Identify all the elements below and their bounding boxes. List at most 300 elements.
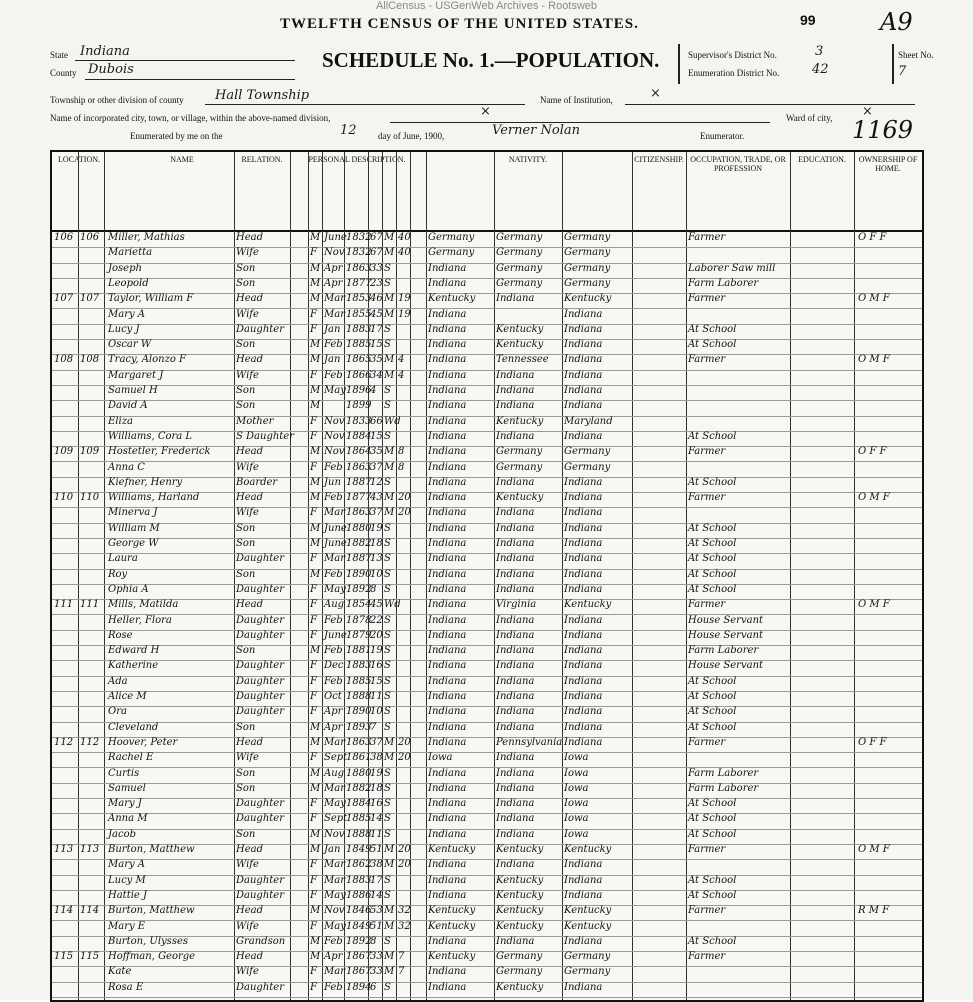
cell-yrs <box>398 829 410 844</box>
cell-rel: Daughter <box>236 706 284 718</box>
cell-age: 14 <box>370 889 383 901</box>
cell-mb: Indiana <box>564 935 603 947</box>
cell-name: Edward H <box>108 645 160 657</box>
cell-mo: Jun <box>324 476 341 488</box>
cell-dw <box>54 783 78 798</box>
cell-mo: Feb <box>324 645 343 657</box>
cell-occ: Farmer <box>688 354 726 366</box>
cell-occ: At School <box>688 706 737 718</box>
table-row <box>52 615 922 631</box>
cell-yrs: 19 <box>398 293 411 305</box>
cell-fam <box>80 324 104 339</box>
cell-name: David A <box>108 400 148 412</box>
cell-fb <box>496 309 562 324</box>
cell-own <box>858 768 920 783</box>
cell-rel: Son <box>236 828 256 840</box>
cell-yrs <box>398 324 410 339</box>
schedule-title: SCHEDULE No. 1.—POPULATION. <box>322 48 660 72</box>
cell-age: 18 <box>370 782 383 794</box>
cell-fb: Germany <box>496 966 543 978</box>
cell-name: Taylor, William F <box>108 293 194 305</box>
cell-occ: At School <box>688 538 737 549</box>
cell-yr: 1832 <box>346 247 372 259</box>
ward-value: × <box>862 104 873 119</box>
enumerated-label: Enumerated by me on the <box>130 131 223 141</box>
cell-sex: F <box>310 614 317 626</box>
cell-age: 22 <box>370 614 383 626</box>
cell-fam <box>80 982 104 997</box>
cell-dw <box>54 982 78 997</box>
cell-mb: Indiana <box>564 859 603 871</box>
cell-fam: 108 <box>80 354 100 366</box>
cell-yrs <box>398 569 410 584</box>
cell-yrs <box>398 676 410 691</box>
cell-yrs <box>398 599 410 614</box>
cell-yrs <box>398 615 410 630</box>
cell-fam <box>80 936 104 951</box>
cell-ms: S <box>384 553 391 565</box>
table-row <box>52 982 922 998</box>
cell-yr: 1892 <box>346 583 372 595</box>
cell-ms: Wd <box>384 415 401 427</box>
table-row <box>52 783 922 799</box>
cell-fam <box>80 263 104 278</box>
cell-fb: Indiana <box>496 935 535 947</box>
cell-occ: Farmer <box>688 951 726 963</box>
cell-name: Alice M <box>108 691 147 702</box>
cell-own: O F F <box>858 232 887 243</box>
cell-fb: Indiana <box>496 583 535 595</box>
cell-sex: F <box>310 415 317 427</box>
cell-sex: M <box>310 736 321 748</box>
cell-own <box>858 936 920 951</box>
cell-sex: M <box>310 905 321 917</box>
cell-rel: Daughter <box>236 981 284 993</box>
cell-occ <box>688 982 790 997</box>
table-row <box>52 829 922 845</box>
cell-name: Lucy J <box>108 323 140 335</box>
table-row <box>52 722 922 738</box>
cell-name: Oscar W <box>108 339 152 351</box>
county-value: Dubois <box>88 62 134 77</box>
cell-age: 19 <box>370 522 383 534</box>
cell-mo: Nov <box>324 828 345 840</box>
cell-occ <box>688 966 790 981</box>
cell-sex: F <box>310 752 317 764</box>
cell-yr: 1883 <box>346 874 372 886</box>
cell-ms: M <box>384 859 395 871</box>
cell-name: Kiefner, Henry <box>108 476 183 488</box>
cell-sex: M <box>310 476 321 488</box>
cell-yr: 1882 <box>346 782 372 794</box>
cell-ms: M <box>384 966 395 978</box>
cell-occ: At School <box>688 874 737 886</box>
cell-ms: M <box>384 247 395 259</box>
table-row <box>52 645 922 661</box>
cell-occ: Farm Laborer <box>688 645 759 657</box>
cell-own <box>858 538 920 553</box>
table-row <box>52 400 922 416</box>
cell-age: 15 <box>370 430 383 442</box>
enumeration-district-label: Enumeration District No. <box>688 68 780 78</box>
cell-yrs: 20 <box>398 844 411 855</box>
cell-mo: Feb <box>324 339 343 351</box>
cell-mo: Apr <box>324 262 343 274</box>
cell-age: 35 <box>370 446 383 458</box>
cell-pb: Indiana <box>428 262 467 274</box>
cell-mb: Indiana <box>564 660 603 672</box>
cell-mb: Indiana <box>564 369 603 381</box>
cell-fam <box>80 247 104 262</box>
cell-dw <box>54 431 78 446</box>
cell-mb: Indiana <box>564 354 603 366</box>
cell-rel: Head <box>236 446 264 458</box>
cell-yrs <box>398 431 410 446</box>
cell-sex: F <box>310 966 317 978</box>
cell-sex: F <box>310 553 317 565</box>
cell-fam <box>80 553 104 568</box>
cell-fam <box>80 859 104 874</box>
cell-fam <box>80 645 104 660</box>
cell-fam: 109 <box>80 446 100 458</box>
cell-name: Burton, Matthew <box>108 844 195 855</box>
cell-age: 35 <box>370 354 383 366</box>
cell-occ: At School <box>688 675 737 687</box>
cell-mb: Germany <box>564 262 611 274</box>
cell-mo: June <box>324 522 347 534</box>
cell-own <box>858 309 920 324</box>
cell-rel: Son <box>236 767 256 779</box>
cell-pb: Indiana <box>428 614 467 626</box>
cell-pb: Indiana <box>428 782 467 794</box>
cell-own <box>858 890 920 905</box>
cell-yrs: 32 <box>398 905 411 917</box>
cell-yr: 1884 <box>346 798 372 810</box>
cell-age: 11 <box>370 691 383 702</box>
cell-yrs: 32 <box>398 920 411 932</box>
cell-mo: Mar <box>324 736 345 748</box>
cell-sex: F <box>310 507 317 519</box>
cell-pb: Kentucky <box>428 951 476 963</box>
cell-mo: June <box>324 232 347 243</box>
cell-dw <box>54 813 78 828</box>
cell-ms: S <box>384 339 391 351</box>
cell-yrs <box>398 416 410 431</box>
cell-own <box>858 951 920 966</box>
cell-sex: F <box>310 798 317 810</box>
cell-name: Mary J <box>108 798 142 810</box>
cell-age: 18 <box>370 538 383 549</box>
cell-yrs <box>398 339 410 354</box>
cell-name: Mary A <box>108 859 146 871</box>
table-row <box>52 936 922 952</box>
cell-own <box>858 783 920 798</box>
cell-yrs <box>398 691 410 706</box>
cell-yrs <box>398 630 410 645</box>
cell-yrs <box>398 263 410 278</box>
cell-mo: Mar <box>324 553 345 565</box>
supervisor-district-label: Supervisor's District No. <box>688 50 777 60</box>
cell-yr: 1885 <box>346 339 372 351</box>
cell-own <box>858 477 920 492</box>
cell-fb: Indiana <box>496 553 535 565</box>
cell-mb: Indiana <box>564 675 603 687</box>
cell-mb: Kentucky <box>564 599 612 611</box>
cell-fb: Indiana <box>496 721 535 733</box>
cell-mb: Indiana <box>564 583 603 595</box>
cell-age: 6 <box>370 981 377 993</box>
cell-own <box>858 645 920 660</box>
sheet-label: Sheet No. <box>898 50 934 60</box>
cell-own <box>858 339 920 354</box>
cell-pb: Indiana <box>428 430 467 442</box>
cell-mo: Feb <box>324 369 343 381</box>
cell-yr: 1890 <box>346 706 372 718</box>
cell-mo: Nov <box>324 430 345 442</box>
cell-mo: Feb <box>324 568 343 580</box>
cell-name: Hostetler, Frederick <box>108 446 211 458</box>
cell-yrs: 7 <box>398 966 405 978</box>
cell-age: 45 <box>370 599 383 611</box>
header-nativity: NATIVITY. <box>508 155 548 164</box>
cell-ms: M <box>384 293 395 305</box>
table-row <box>52 875 922 891</box>
cell-ms: S <box>384 262 391 274</box>
cell-sex: M <box>310 721 321 733</box>
cell-own <box>858 676 920 691</box>
cell-occ: At School <box>688 339 737 351</box>
cell-own <box>858 431 920 446</box>
cell-pb: Iowa <box>428 752 453 764</box>
cell-fam <box>80 875 104 890</box>
cell-rel: Daughter <box>236 675 284 687</box>
table-row <box>52 247 922 263</box>
cell-pb: Indiana <box>428 599 467 611</box>
cell-yr: 1849 <box>346 920 372 932</box>
cell-rel: Mother <box>236 415 274 427</box>
cell-own <box>858 569 920 584</box>
cell-yrs <box>398 783 410 798</box>
cell-ms: M <box>384 232 395 243</box>
institution-label: Name of Institution, <box>540 95 613 105</box>
cell-mo: Mar <box>324 966 345 978</box>
cell-occ <box>688 247 790 262</box>
cell-yr: 1880 <box>346 767 372 779</box>
cell-pb: Indiana <box>428 476 467 488</box>
cell-mo: Feb <box>324 614 343 626</box>
cell-fam: 114 <box>80 905 100 917</box>
cell-own <box>858 400 920 415</box>
cell-yr: 1886 <box>346 889 372 901</box>
cell-occ <box>688 462 790 477</box>
cell-name: Tracy, Alonzo F <box>108 354 186 366</box>
cell-own <box>858 584 920 599</box>
cell-ms: S <box>384 277 391 289</box>
cell-mb: Iowa <box>564 813 589 825</box>
cell-name: Heller, Flora <box>108 614 172 626</box>
cell-yr: 1894 <box>346 981 372 993</box>
enumeration-district-value: 42 <box>812 62 829 77</box>
cell-fam <box>80 523 104 538</box>
cell-occ: Farmer <box>688 844 726 855</box>
cell-mb: Indiana <box>564 874 603 886</box>
cell-dw <box>54 569 78 584</box>
cell-fam <box>80 722 104 737</box>
cell-fb: Germany <box>496 247 543 259</box>
cell-mb: Iowa <box>564 767 589 779</box>
cell-yrs: 4 <box>398 369 405 381</box>
table-row <box>52 844 922 860</box>
cell-own <box>858 462 920 477</box>
cell-ms: M <box>384 461 395 473</box>
cell-pb: Indiana <box>428 736 467 748</box>
cell-fam <box>80 691 104 706</box>
cell-rel: Head <box>236 492 264 504</box>
cell-rel: Head <box>236 951 264 963</box>
cell-age: 15 <box>370 339 383 351</box>
cell-mo: Oct <box>324 691 342 702</box>
cell-sex: F <box>310 660 317 672</box>
cell-dw: 114 <box>54 905 74 917</box>
cell-dw <box>54 645 78 660</box>
cell-rel: Son <box>236 262 256 274</box>
cell-dw <box>54 400 78 415</box>
cell-fam <box>80 676 104 691</box>
enumerator-label: Enumerator. <box>700 131 745 141</box>
cell-yr: 1882 <box>346 538 372 549</box>
cell-rel: Daughter <box>236 614 284 626</box>
cell-pb: Indiana <box>428 538 467 549</box>
cell-rel: Son <box>236 568 256 580</box>
table-row <box>52 553 922 569</box>
cell-yr: 1861 <box>346 752 372 764</box>
cell-fam <box>80 584 104 599</box>
cell-yrs <box>398 768 410 783</box>
cell-mb: Indiana <box>564 308 603 320</box>
cell-own: O M F <box>858 492 890 504</box>
cell-rel: Wife <box>236 920 259 932</box>
cell-name: Curtis <box>108 767 140 779</box>
cell-yrs <box>398 584 410 599</box>
cell-mo: Sept <box>324 752 348 764</box>
table-row <box>52 706 922 722</box>
cell-fb: Indiana <box>496 507 535 519</box>
cell-fb: Kentucky <box>496 874 544 886</box>
cell-sex: M <box>310 262 321 274</box>
cell-rel: Head <box>236 736 264 748</box>
cell-age: 37 <box>370 736 383 748</box>
cell-rel: Boarder <box>236 476 278 488</box>
cell-ms: S <box>384 874 391 886</box>
cell-age: 53 <box>370 905 383 917</box>
cell-dw: 113 <box>54 844 74 855</box>
cell-pb: Indiana <box>428 339 467 351</box>
cell-name: Roy <box>108 568 128 580</box>
cell-mo: May <box>324 798 346 810</box>
table-row <box>52 507 922 523</box>
cell-own <box>858 706 920 721</box>
cell-fb: Germany <box>496 461 543 473</box>
cell-yrs <box>398 523 410 538</box>
cell-own <box>858 798 920 813</box>
cell-mb: Indiana <box>564 538 603 549</box>
cell-mb: Indiana <box>564 430 603 442</box>
cell-name: Ada <box>108 675 128 687</box>
cell-own <box>858 966 920 981</box>
cell-age: 15 <box>370 675 383 687</box>
cell-fam <box>80 798 104 813</box>
table-row <box>52 385 922 401</box>
cell-mo: Mar <box>324 308 345 320</box>
cell-fb: Germany <box>496 262 543 274</box>
cell-occ: Farmer <box>688 905 726 917</box>
cell-occ: At School <box>688 583 737 595</box>
cell-pb: Indiana <box>428 354 467 366</box>
cell-own <box>858 615 920 630</box>
cell-yrs: 20 <box>398 859 411 871</box>
cell-mb: Kentucky <box>564 293 612 305</box>
cell-yr: 1863 <box>346 461 372 473</box>
cell-fam: 110 <box>80 492 100 504</box>
cell-fb: Kentucky <box>496 889 544 901</box>
cell-rel: Head <box>236 844 264 855</box>
cell-mb: Indiana <box>564 736 603 748</box>
cell-age: 13 <box>370 553 383 565</box>
cell-sex: F <box>310 691 317 702</box>
cell-occ: Laborer Saw mill <box>688 262 776 274</box>
cell-mo: Jan <box>324 354 341 366</box>
cell-fam <box>80 507 104 522</box>
cell-ms: S <box>384 981 391 993</box>
cell-yrs <box>398 278 410 293</box>
cell-fam <box>80 538 104 553</box>
cell-fb: Indiana <box>496 675 535 687</box>
cell-age: 23 <box>370 277 383 289</box>
cell-dw <box>54 324 78 339</box>
cell-name: Samuel H <box>108 385 158 396</box>
cell-yrs: 4 <box>398 354 405 366</box>
cell-sex: M <box>310 844 321 855</box>
cell-pb: Indiana <box>428 461 467 473</box>
cell-fam: 107 <box>80 293 100 305</box>
cell-age: 12 <box>370 476 383 488</box>
cell-ms: S <box>384 568 391 580</box>
cell-age: 33 <box>370 262 383 274</box>
cell-fam <box>80 813 104 828</box>
cell-age <box>370 400 382 415</box>
cell-mb: Iowa <box>564 798 589 810</box>
cell-yrs: 7 <box>398 951 405 963</box>
enumerated-date-text: day of June, 1900, <box>378 131 445 141</box>
table-row <box>52 966 922 982</box>
cell-dw <box>54 829 78 844</box>
cell-sex: F <box>310 981 317 993</box>
cell-mb: Germany <box>564 951 611 963</box>
cell-rel: S Daughter <box>236 430 295 442</box>
cell-sex: F <box>310 323 317 335</box>
cell-sex: F <box>310 247 317 259</box>
cell-name: Williams, Cora L <box>108 430 193 442</box>
cell-fb: Indiana <box>496 859 535 871</box>
table-row <box>52 676 922 692</box>
cell-dw <box>54 370 78 385</box>
table-row <box>52 370 922 386</box>
table-row <box>52 278 922 294</box>
cell-name: Hoover, Peter <box>108 736 178 748</box>
cell-pb: Indiana <box>428 645 467 657</box>
header-personal: PERSONAL DESCRIPTION. <box>308 155 406 164</box>
cell-ms: M <box>384 369 395 381</box>
